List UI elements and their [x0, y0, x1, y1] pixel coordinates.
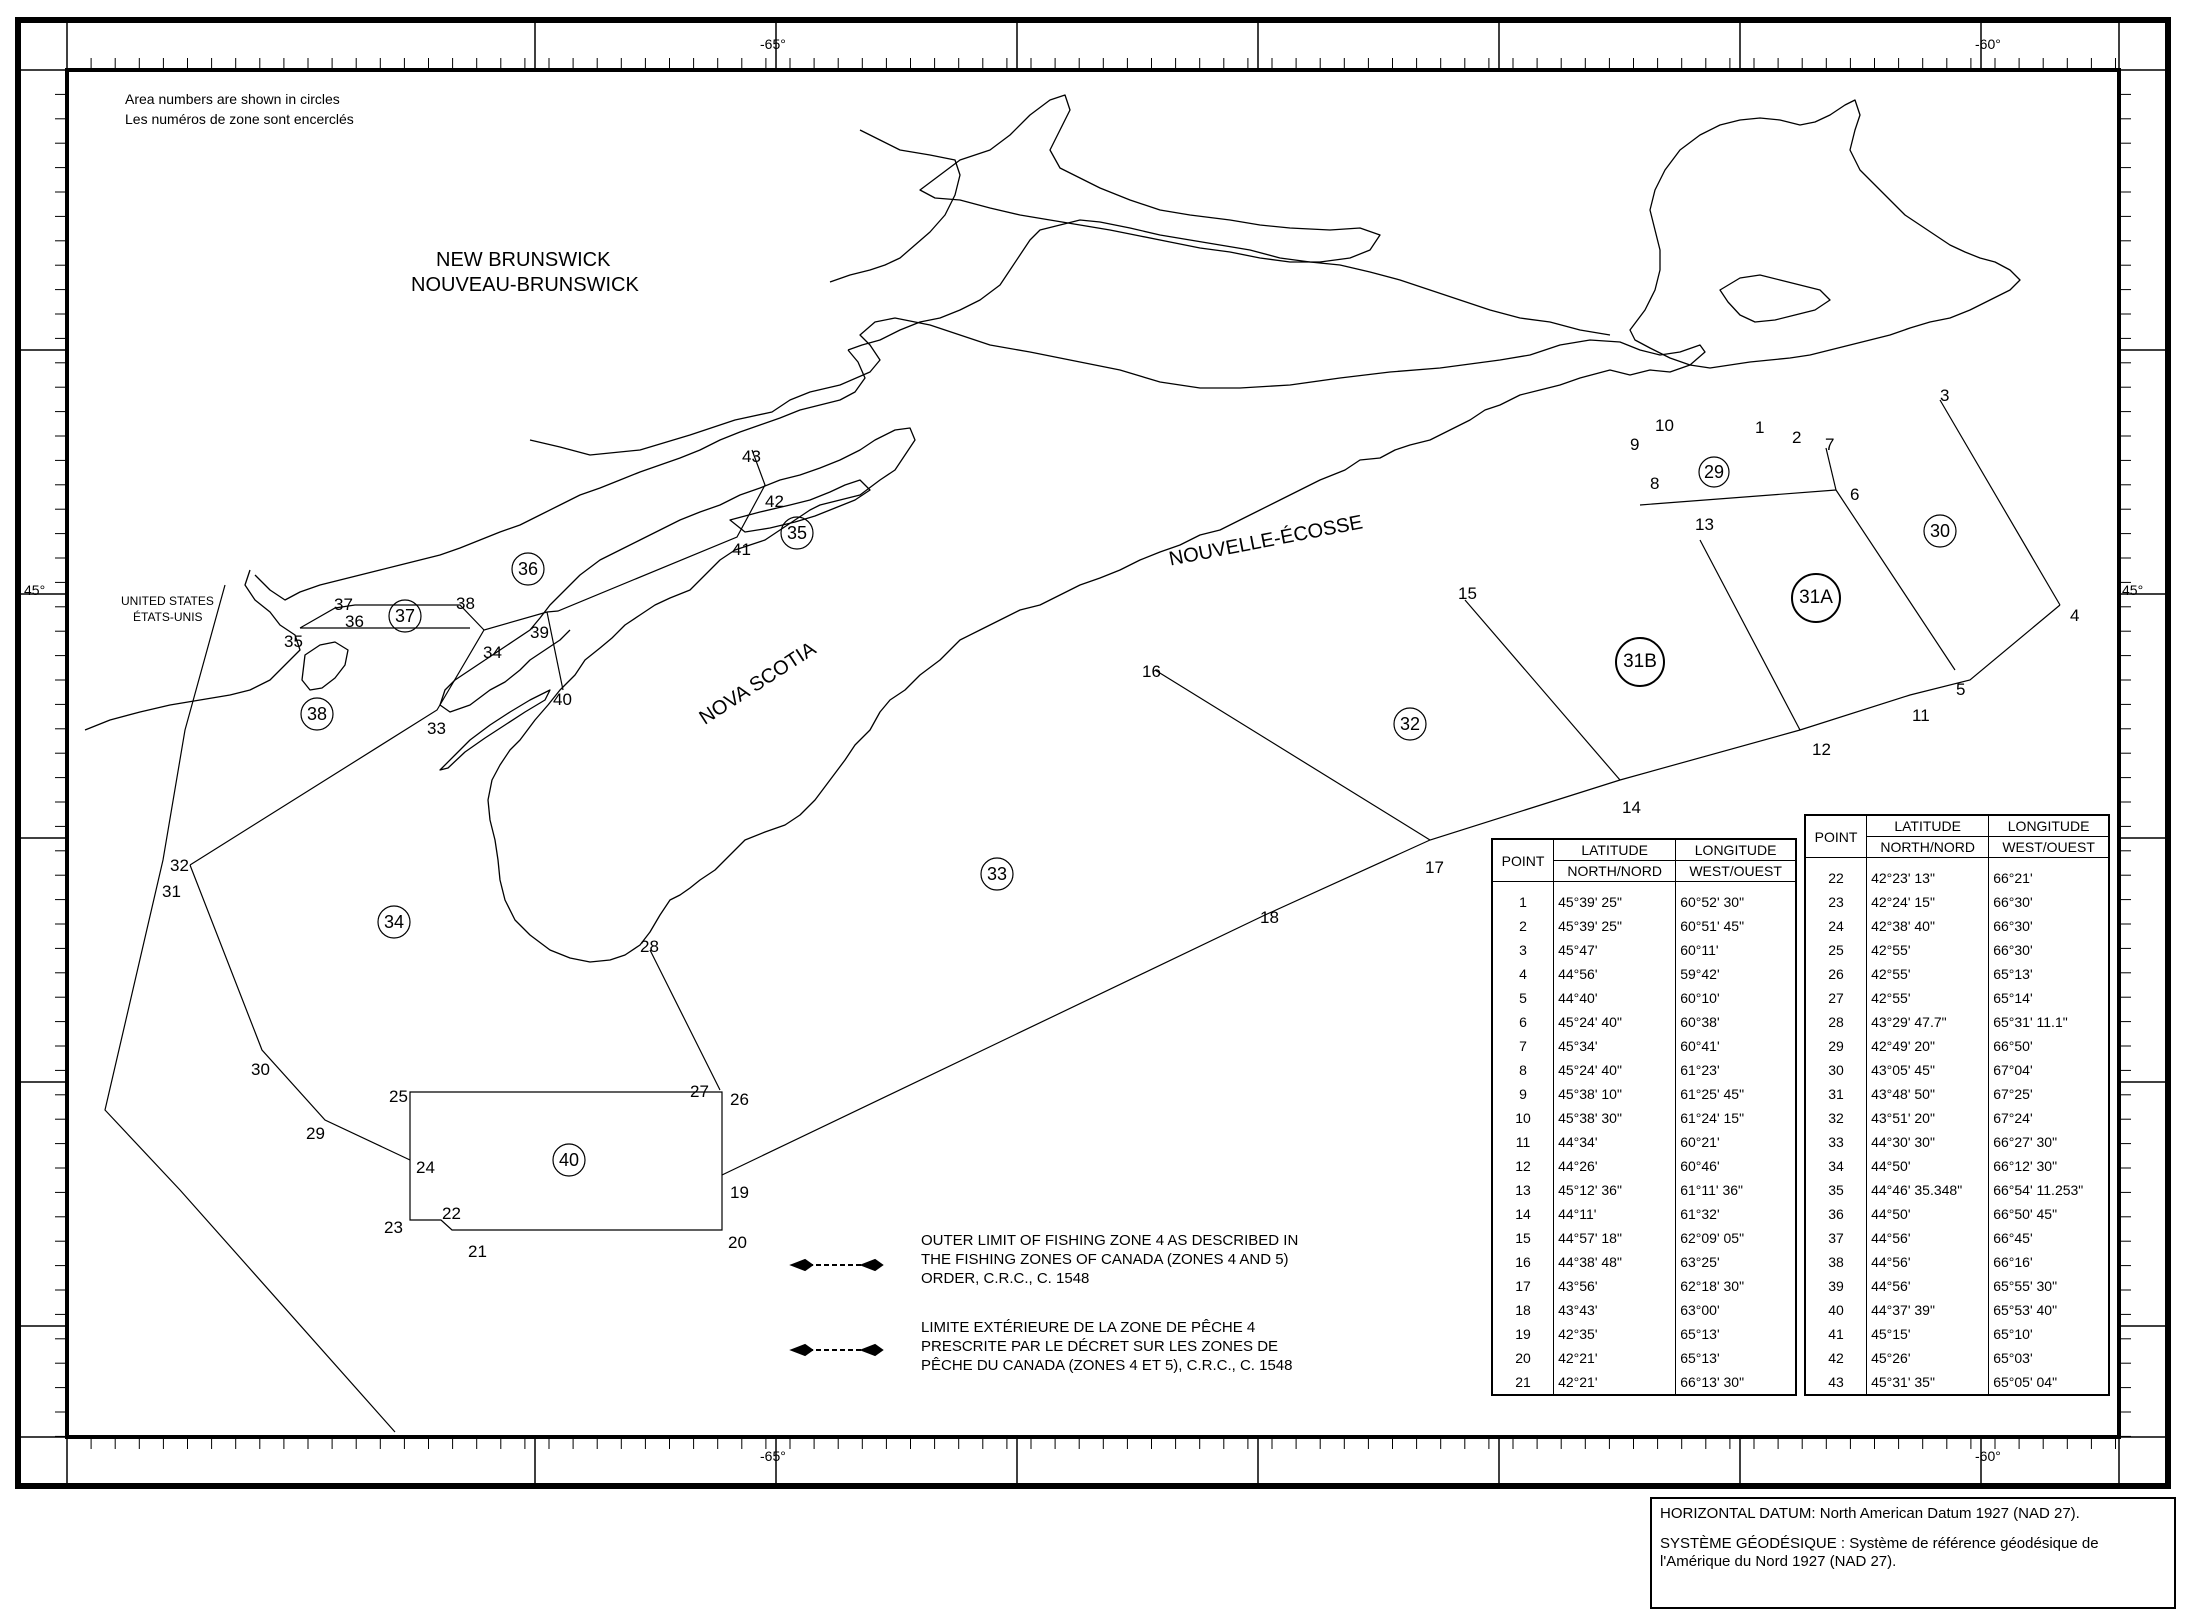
point-label-13: 13 — [1695, 515, 1714, 534]
cell-longitude: 66°16' — [1993, 1254, 2033, 1270]
cell-latitude: 42°49' 20" — [1867, 1034, 1989, 1058]
cell-longitude: 66°12' 30" — [1993, 1158, 2058, 1174]
table-row — [1492, 1106, 1796, 1130]
cell-point: 7 — [1519, 1038, 1527, 1054]
cell-longitude: 65°13' — [1680, 1326, 1720, 1342]
cell-longitude: 60°21' — [1680, 1134, 1720, 1150]
cell-latitude: 45°38' 30" — [1554, 1106, 1676, 1130]
table-row — [1805, 986, 2109, 1010]
area-label-32: 32 — [1399, 714, 1421, 734]
cell-latitude: 43°29' 47.7" — [1867, 1010, 1989, 1034]
point-label-15: 15 — [1458, 584, 1477, 603]
cell-latitude: 44°11' — [1554, 1202, 1676, 1226]
point-label-8: 8 — [1650, 474, 1660, 493]
cell-point: 13 — [1515, 1182, 1531, 1198]
cell-point: 1 — [1519, 894, 1527, 910]
table-row — [1805, 1034, 2109, 1058]
note-line-1: Area numbers are shown in circles — [125, 91, 340, 107]
area-label-38: 38 — [306, 704, 328, 724]
cell-point: 9 — [1519, 1086, 1527, 1102]
header-longitude: LONGITUDE — [1676, 839, 1796, 861]
cell-latitude: 42°55' — [1867, 986, 1989, 1010]
header-latitude: LATITUDE — [1554, 839, 1676, 861]
area-label-31a: 31A — [1799, 587, 1833, 608]
cell-latitude: 45°24' 40" — [1554, 1010, 1676, 1034]
cell-longitude: 62°18' 30" — [1680, 1278, 1745, 1294]
cell-longitude: 65°10' — [1993, 1326, 2033, 1342]
cell-point: 38 — [1828, 1254, 1844, 1270]
cell-latitude: 45°39' 25" — [1554, 914, 1676, 938]
area-label-31b: 31B — [1623, 651, 1657, 672]
cell-latitude: 44°56' — [1554, 962, 1676, 986]
cell-point: 21 — [1515, 1374, 1531, 1390]
table-row — [1805, 866, 2109, 890]
cell-longitude: 66°50' — [1993, 1038, 2033, 1054]
cell-point: 20 — [1515, 1350, 1531, 1366]
point-label-24: 24 — [416, 1158, 435, 1177]
cell-latitude: 43°48' 50" — [1867, 1082, 1989, 1106]
cell-longitude: 61°25' 45" — [1680, 1086, 1745, 1102]
cell-longitude: 66°30' — [1993, 918, 2033, 934]
table-row — [1805, 1178, 2109, 1202]
cell-longitude: 66°13' 30" — [1680, 1374, 1745, 1390]
area-label-34: 34 — [383, 912, 405, 932]
cell-point: 22 — [1828, 870, 1844, 886]
header-latitude: LATITUDE — [1867, 815, 1989, 837]
point-label-25: 25 — [389, 1087, 408, 1106]
cell-point: 31 — [1828, 1086, 1844, 1102]
cell-point: 23 — [1828, 894, 1844, 910]
table-row — [1492, 1298, 1796, 1322]
cell-latitude: 45°38' 10" — [1554, 1082, 1676, 1106]
lon-label-bottom-east: -60° — [1975, 1448, 2001, 1464]
cell-longitude: 61°32' — [1680, 1206, 1720, 1222]
cell-latitude: 43°43' — [1554, 1298, 1676, 1322]
header-longitude: LONGITUDE — [1989, 815, 2109, 837]
cell-point: 42 — [1828, 1350, 1844, 1366]
cell-latitude: 45°24' 40" — [1554, 1058, 1676, 1082]
lat-label-left: 45° — [24, 582, 46, 598]
cell-latitude: 45°47' — [1554, 938, 1676, 962]
cell-latitude: 44°56' — [1867, 1250, 1989, 1274]
table-row — [1492, 1226, 1796, 1250]
cell-longitude: 60°46' — [1680, 1158, 1720, 1174]
cell-point: 2 — [1519, 918, 1527, 934]
point-label-30: 30 — [251, 1060, 270, 1079]
point-label-23: 23 — [384, 1218, 403, 1237]
lon-label-top-east: -60° — [1975, 36, 2001, 52]
point-label-12: 12 — [1812, 740, 1831, 759]
table-row — [1492, 1202, 1796, 1226]
header-point: POINT — [1805, 815, 1867, 858]
table-row — [1492, 1154, 1796, 1178]
cell-latitude: 43°05' 45" — [1867, 1058, 1989, 1082]
point-label-40: 40 — [553, 690, 572, 709]
point-label-11: 11 — [1912, 706, 1930, 725]
table-row — [1492, 1082, 1796, 1106]
cell-latitude: 45°39' 25" — [1554, 890, 1676, 914]
province-label-nb-fr: NOUVEAU-BRUNSWICK — [411, 274, 639, 296]
point-label-3: 3 — [1940, 386, 1950, 405]
cell-latitude: 45°31' 35" — [1867, 1370, 1989, 1395]
table-row — [1492, 1178, 1796, 1202]
cell-longitude: 60°52' 30" — [1680, 894, 1745, 910]
table-row — [1805, 1322, 2109, 1346]
note-line-2: Les numéros de zone sont encerclés — [125, 111, 354, 127]
cell-longitude: 59°42' — [1680, 966, 1720, 982]
point-label-5: 5 — [1956, 680, 1966, 699]
area-label-36: 36 — [517, 559, 539, 579]
cell-latitude: 44°50' — [1867, 1154, 1989, 1178]
point-label-18: 18 — [1260, 908, 1279, 927]
point-label-17: 17 — [1425, 858, 1444, 877]
table-row — [1492, 1250, 1796, 1274]
table-row — [1805, 914, 2109, 938]
cell-latitude: 44°40' — [1554, 986, 1676, 1010]
table-row — [1492, 986, 1796, 1010]
cell-latitude: 42°21' — [1554, 1346, 1676, 1370]
table-row — [1805, 1106, 2109, 1130]
area-label-40: 40 — [558, 1150, 580, 1170]
area-label-29: 29 — [1703, 462, 1725, 482]
datum-fr — [1660, 1535, 2166, 1571]
point-label-39: 39 — [530, 623, 549, 642]
point-label-43: 43 — [742, 447, 761, 466]
cell-point: 37 — [1828, 1230, 1844, 1246]
cell-point: 27 — [1828, 990, 1844, 1006]
cell-point: 39 — [1828, 1278, 1844, 1294]
table-row — [1805, 1058, 2109, 1082]
cell-point: 29 — [1828, 1038, 1844, 1054]
cell-point: 11 — [1515, 1134, 1531, 1150]
cell-point: 4 — [1519, 966, 1527, 982]
cell-longitude: 60°10' — [1680, 990, 1720, 1006]
cell-point: 17 — [1515, 1278, 1531, 1294]
point-label-41: 41 — [732, 540, 751, 559]
cell-point: 35 — [1828, 1182, 1844, 1198]
table-row — [1805, 1082, 2109, 1106]
cell-longitude: 63°00' — [1680, 1302, 1720, 1318]
point-label-9: 9 — [1630, 435, 1640, 454]
table-row — [1492, 890, 1796, 914]
point-label-19: 19 — [730, 1183, 749, 1202]
cell-point: 28 — [1828, 1014, 1844, 1030]
point-label-1: 1 — [1755, 418, 1765, 437]
datum-en-value: North American Datum 1927 (NAD 27). — [1815, 1505, 2080, 1522]
cell-longitude: 60°38' — [1680, 1014, 1720, 1030]
table-row — [1805, 1202, 2109, 1226]
point-label-42: 42 — [765, 492, 784, 511]
header-north: NORTH/NORD — [1867, 837, 1989, 858]
cell-point: 25 — [1828, 942, 1844, 958]
cell-longitude: 65°31' 11.1" — [1993, 1014, 2068, 1030]
datum-en — [1660, 1505, 2166, 1523]
table-row — [1492, 1010, 1796, 1034]
table-row — [1492, 1274, 1796, 1298]
datum-box — [1650, 1497, 2176, 1609]
cell-latitude: 42°38' 40" — [1867, 914, 1989, 938]
table-row — [1805, 1130, 2109, 1154]
table-row — [1805, 1226, 2109, 1250]
lat-label-right: 45° — [2122, 582, 2144, 598]
header-west: WEST/OUEST — [1676, 861, 1796, 882]
cell-latitude: 44°37' 39" — [1867, 1298, 1989, 1322]
point-label-33: 33 — [427, 719, 446, 738]
lon-label-bottom-west: -65° — [760, 1448, 786, 1464]
datum-fr-label: SYSTÈME GÉODÉSIQUE : — [1660, 1535, 1846, 1552]
cell-latitude: 44°56' — [1867, 1274, 1989, 1298]
cell-latitude: 45°26' — [1867, 1346, 1989, 1370]
header-west: WEST/OUEST — [1989, 837, 2109, 858]
cell-longitude: 66°30' — [1993, 894, 2033, 910]
cell-longitude: 65°03' — [1993, 1350, 2033, 1366]
point-label-34: 34 — [483, 643, 502, 662]
cell-latitude: 44°50' — [1867, 1202, 1989, 1226]
province-label-nb-en: NEW BRUNSWICK — [436, 249, 611, 271]
cell-latitude: 42°24' 15" — [1867, 890, 1989, 914]
point-label-38: 38 — [456, 594, 475, 613]
cell-point: 5 — [1519, 990, 1527, 1006]
point-label-37: 37 — [334, 595, 353, 614]
cell-latitude: 43°51' 20" — [1867, 1106, 1989, 1130]
cell-longitude: 66°21' — [1993, 870, 2033, 886]
table-row — [1492, 938, 1796, 962]
province-label-ns-en: NOVA SCOTIA — [695, 637, 821, 730]
point-label-14: 14 — [1622, 798, 1641, 817]
table-row — [1492, 1058, 1796, 1082]
cell-longitude: 61°11' 36" — [1680, 1182, 1744, 1198]
cell-latitude: 44°56' — [1867, 1226, 1989, 1250]
point-label-10: 10 — [1655, 416, 1674, 435]
cell-point: 16 — [1515, 1254, 1531, 1270]
table-row — [1805, 938, 2109, 962]
cell-latitude: 45°34' — [1554, 1034, 1676, 1058]
cell-point: 10 — [1515, 1110, 1531, 1126]
cell-point: 41 — [1828, 1326, 1844, 1342]
cell-latitude: 44°26' — [1554, 1154, 1676, 1178]
cell-longitude: 60°41' — [1680, 1038, 1720, 1054]
cell-point: 33 — [1828, 1134, 1844, 1150]
cell-longitude: 63°25' — [1680, 1254, 1720, 1270]
datum-en-label: HORIZONTAL DATUM: — [1660, 1505, 1816, 1522]
cell-longitude: 60°11' — [1680, 942, 1719, 958]
table-row — [1805, 1298, 2109, 1322]
table-row — [1805, 1250, 2109, 1274]
cell-longitude: 62°09' 05" — [1680, 1230, 1745, 1246]
header-north: NORTH/NORD — [1554, 861, 1676, 882]
cell-latitude: 42°23' 13" — [1867, 866, 1989, 890]
cell-latitude: 44°46' 35.348" — [1867, 1178, 1989, 1202]
cell-point: 8 — [1519, 1062, 1527, 1078]
table-row — [1492, 1346, 1796, 1370]
cell-latitude: 44°57' 18" — [1554, 1226, 1676, 1250]
table-row — [1492, 914, 1796, 938]
point-label-21: 21 — [468, 1242, 487, 1261]
point-label-32: 32 — [170, 856, 189, 875]
point-label-16: 16 — [1142, 662, 1161, 681]
table-row — [1492, 1370, 1796, 1395]
cell-latitude: 44°30' 30" — [1867, 1130, 1989, 1154]
cell-longitude: 67°04' — [1993, 1062, 2033, 1078]
province-label-ns-fr: NOUVELLE-ÉCOSSE — [1167, 511, 1365, 571]
cell-point: 6 — [1519, 1014, 1527, 1030]
cell-point: 24 — [1828, 918, 1844, 934]
cell-point: 30 — [1828, 1062, 1844, 1078]
cell-point: 14 — [1515, 1206, 1531, 1222]
cell-longitude: 66°54' 11.253" — [1993, 1182, 2084, 1198]
point-label-2: 2 — [1792, 428, 1802, 447]
cell-point: 19 — [1515, 1326, 1531, 1342]
table-row — [1492, 1130, 1796, 1154]
table-row — [1805, 1154, 2109, 1178]
legend-text-fr: LIMITE EXTÉRIEURE DE LA ZONE DE PÊCHE 4 PRESCRITE PAR LE DÉCRET SUR LES ZONES DE PÊCHE DU CANADA (ZONES 4 ET 5), C.R.C., C. 1548 — [921, 1319, 1293, 1374]
point-label-36: 36 — [345, 612, 364, 631]
coordinate-table-left — [1491, 838, 1797, 1396]
cell-latitude: 42°35' — [1554, 1322, 1676, 1346]
table-row — [1492, 962, 1796, 986]
cell-point: 12 — [1515, 1158, 1531, 1174]
point-label-4: 4 — [2070, 606, 2080, 625]
cell-latitude: 44°38' 48" — [1554, 1250, 1676, 1274]
table-row — [1805, 962, 2109, 986]
cell-longitude: 65°05' 04" — [1993, 1374, 2058, 1390]
point-label-20: 20 — [728, 1233, 747, 1252]
cell-point: 36 — [1828, 1206, 1844, 1222]
cell-point: 34 — [1828, 1158, 1844, 1174]
cell-longitude: 65°13' — [1680, 1350, 1720, 1366]
table-row — [1805, 1346, 2109, 1370]
cell-latitude: 42°55' — [1867, 962, 1989, 986]
cell-longitude: 66°30' — [1993, 942, 2033, 958]
cell-longitude: 66°50' 45" — [1993, 1206, 2058, 1222]
area-label-37: 37 — [394, 606, 416, 626]
cell-longitude: 61°24' 15" — [1680, 1110, 1745, 1126]
lon-label-top-west: -65° — [760, 36, 786, 52]
cell-longitude: 65°14' — [1993, 990, 2033, 1006]
cell-latitude: 45°15' — [1867, 1322, 1989, 1346]
point-label-31: 31 — [162, 882, 181, 901]
cell-longitude: 66°27' 30" — [1993, 1134, 2058, 1150]
legend-text-en: OUTER LIMIT OF FISHING ZONE 4 AS DESCRIBED IN THE FISHING ZONES OF CANADA (ZONES 4 AND 5) ORDER, C.R.C., C. 1548 — [921, 1232, 1299, 1287]
point-label-26: 26 — [730, 1090, 749, 1109]
datum-fr-value: Système de référence géodésique de l'Amérique du Nord 1927 (NAD 27). — [1660, 1535, 2099, 1570]
point-label-29: 29 — [306, 1124, 325, 1143]
cell-longitude: 61°23' — [1680, 1062, 1720, 1078]
point-label-28: 28 — [640, 937, 659, 956]
coordinate-table-right — [1804, 814, 2110, 1396]
cell-longitude: 65°13' — [1993, 966, 2033, 982]
table-row — [1492, 1034, 1796, 1058]
table-row — [1492, 1322, 1796, 1346]
cell-longitude: 66°45' — [1993, 1230, 2033, 1246]
cell-longitude: 60°51' 45" — [1680, 918, 1745, 934]
cell-longitude: 67°25' — [1993, 1086, 2033, 1102]
point-label-6: 6 — [1850, 485, 1860, 504]
table-row — [1805, 1274, 2109, 1298]
cell-point: 32 — [1828, 1110, 1844, 1126]
table-row — [1805, 1370, 2109, 1395]
cell-latitude: 45°12' 36" — [1554, 1178, 1676, 1202]
point-label-22: 22 — [442, 1204, 461, 1223]
cell-longitude: 67°24' — [1993, 1110, 2033, 1126]
cell-latitude: 43°56' — [1554, 1274, 1676, 1298]
cell-latitude: 42°55' — [1867, 938, 1989, 962]
header-point: POINT — [1492, 839, 1554, 882]
cell-longitude: 65°55' 30" — [1993, 1278, 2058, 1294]
point-label-35: 35 — [284, 632, 303, 651]
cell-point: 15 — [1515, 1230, 1531, 1246]
cell-point: 26 — [1828, 966, 1844, 982]
cell-point: 43 — [1828, 1374, 1844, 1390]
cell-point: 18 — [1515, 1302, 1531, 1318]
cell-point: 40 — [1828, 1302, 1844, 1318]
area-label-35: 35 — [786, 523, 808, 543]
table-row — [1805, 1010, 2109, 1034]
point-label-7: 7 — [1825, 435, 1835, 454]
cell-latitude: 42°21' — [1554, 1370, 1676, 1395]
country-label-us-en: UNITED STATES — [121, 594, 214, 608]
country-label-us-fr: ÉTATS-UNIS — [133, 610, 203, 624]
cell-latitude: 44°34' — [1554, 1130, 1676, 1154]
cell-point: 3 — [1519, 942, 1527, 958]
table-row — [1805, 890, 2109, 914]
area-label-33: 33 — [986, 864, 1008, 884]
area-label-30: 30 — [1929, 521, 1951, 541]
point-label-27: 27 — [690, 1082, 709, 1101]
cell-longitude: 65°53' 40" — [1993, 1302, 2058, 1318]
